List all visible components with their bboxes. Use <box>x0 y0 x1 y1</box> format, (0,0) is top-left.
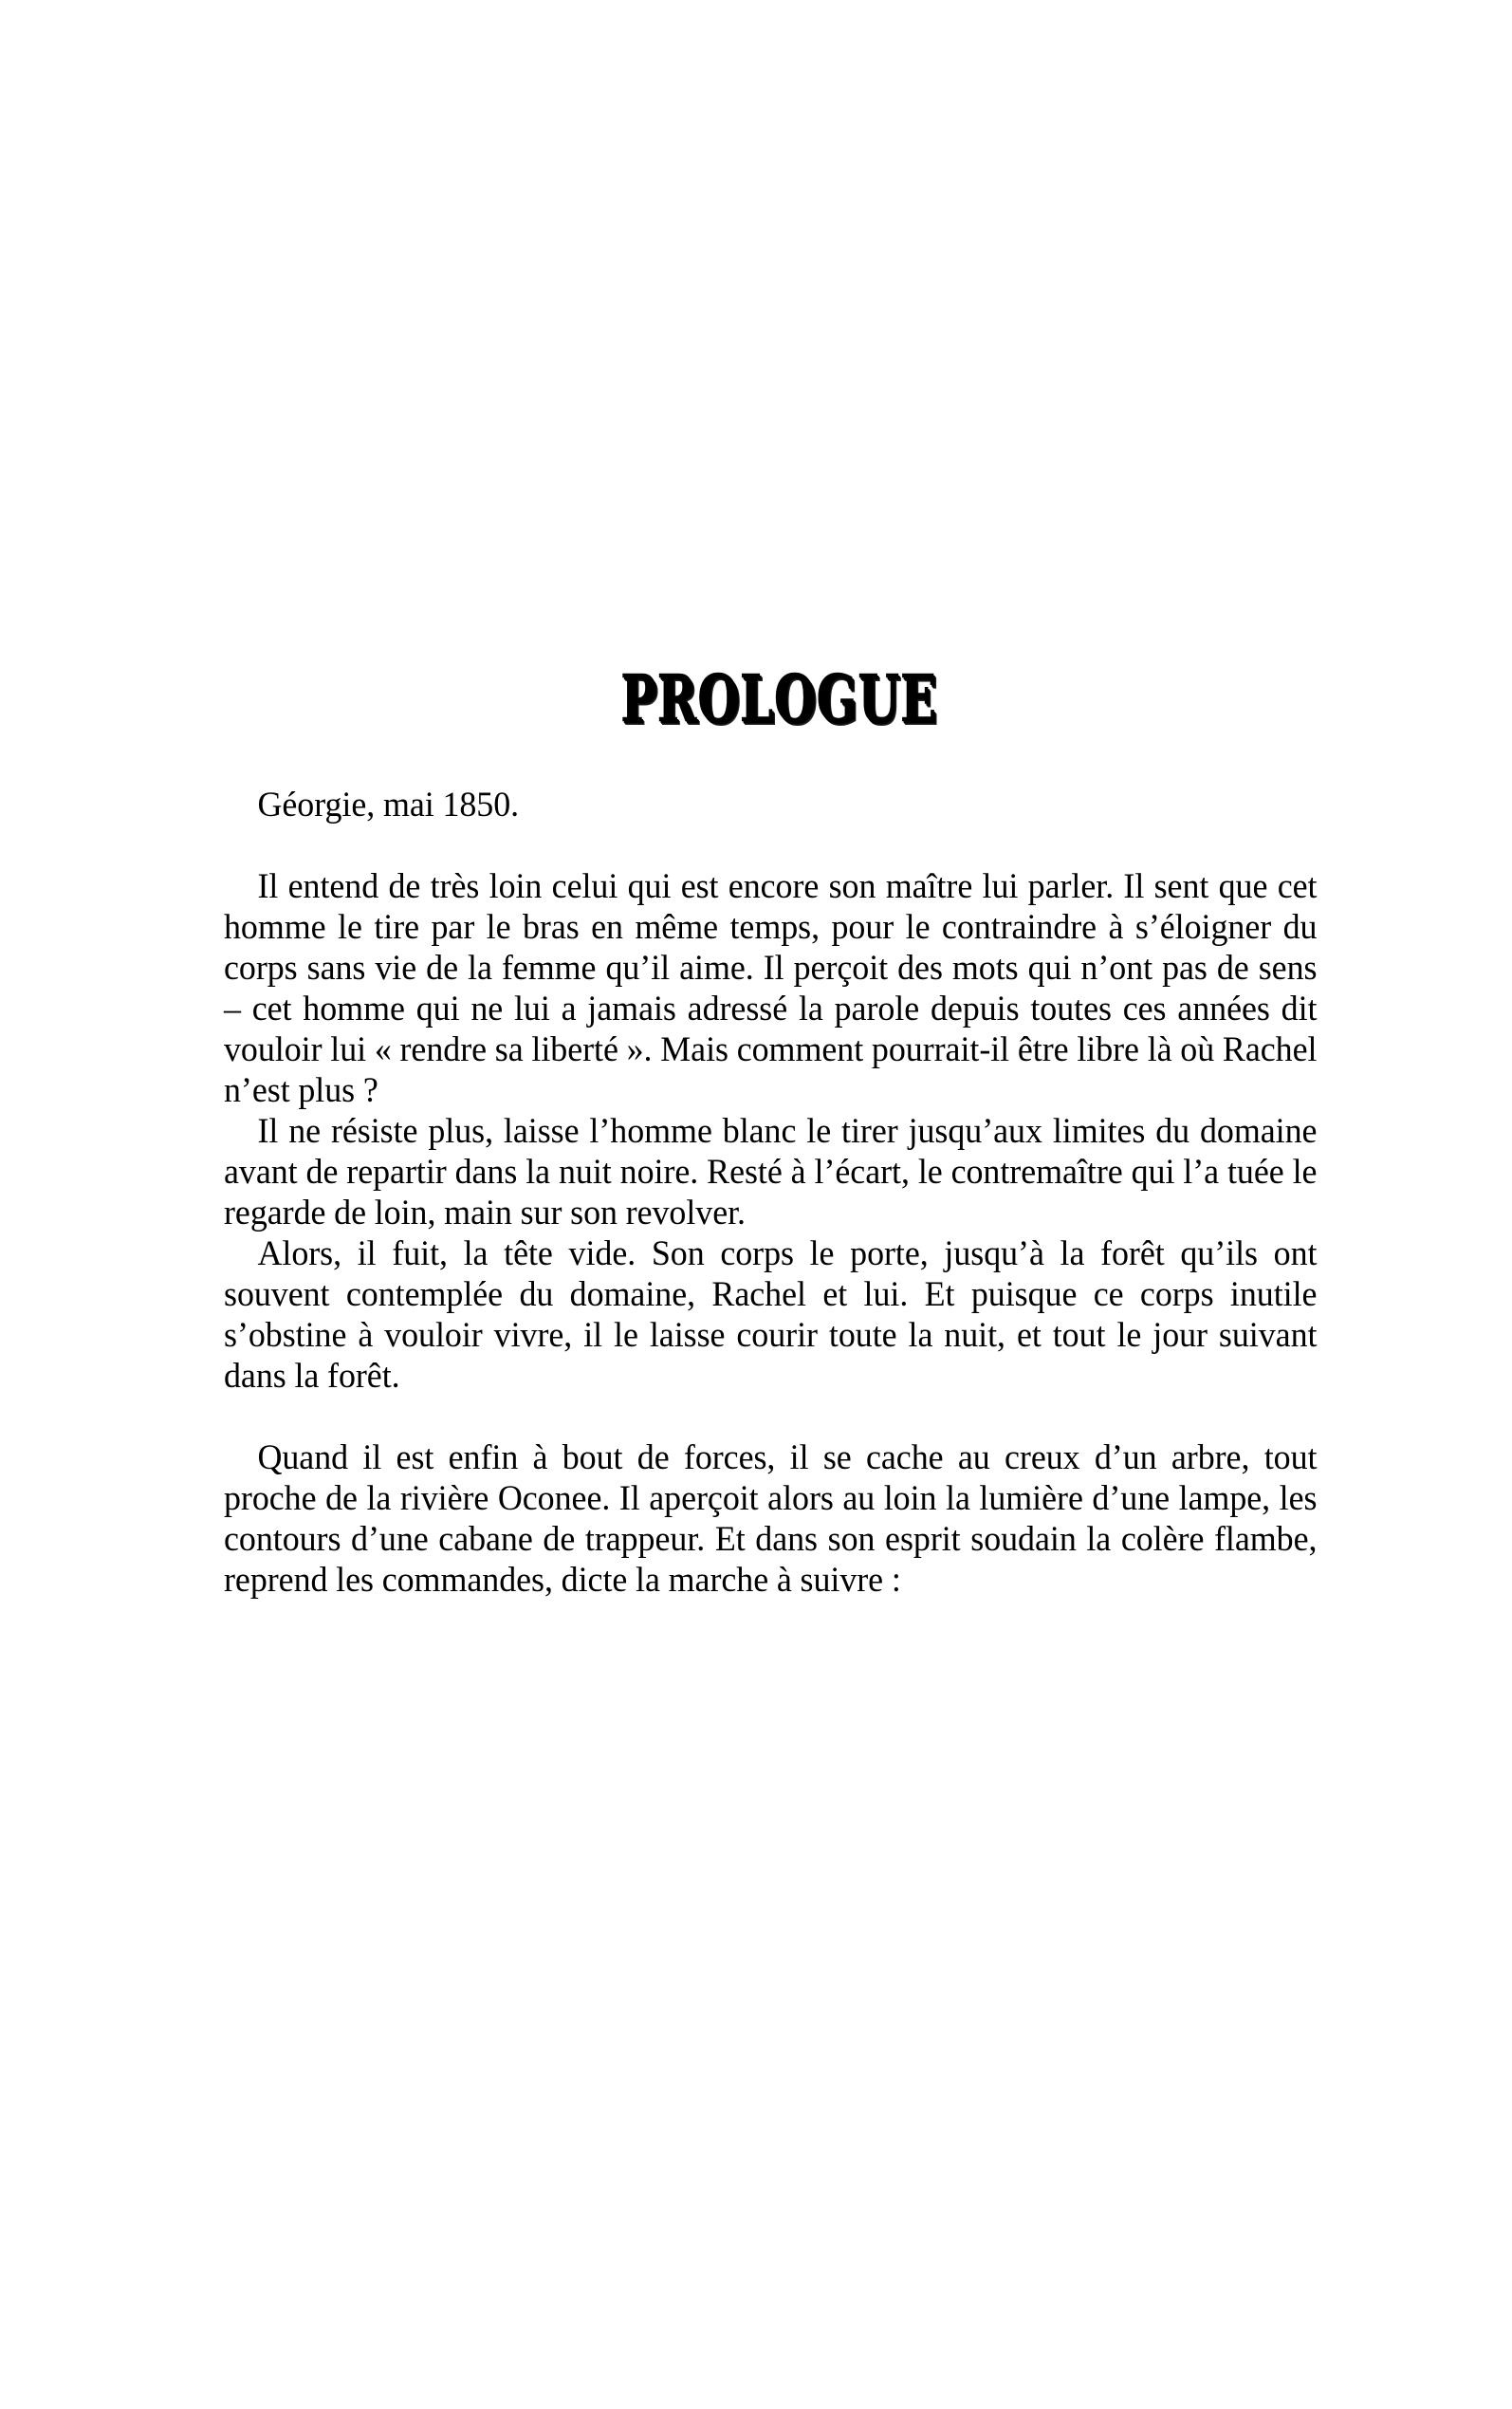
paragraph-2: Il ne résiste plus, laisse l’homme blanc le tirer jusqu’aux limites du domaine avant de repartir dans la nuit noire. Resté à l’écart, le contremaître qui l’a tuée le regarde de loin, main sur son revolver. <box>224 1111 1318 1232</box>
chapter-title: PROLOGUE <box>620 660 937 737</box>
dateline: Géorgie, mai 1850. <box>257 785 520 824</box>
paragraph-4: Quand il est enfin à bout de forces, il se cache au creux d’un arbre, tout proche de la rivière Oconee. Il aperçoit alors au loin la lumière d’une lampe, les contours d’une cabane de trappeur. Et dans son esprit soudain la colère flambe, reprend les commandes, dicte la marche à suivre : <box>224 1437 1318 1599</box>
body-text-block <box>224 784 1317 1600</box>
paragraph-3: Alors, il fuit, la tête vide. Son corps le porte, jusqu’à la forêt qu’ils ont souvent contemplée du domaine, Rachel et lui. Et puisque ce corps inutile s’obstine à vouloir vivre, il le laisse courir toute la nuit, et tout le jour suivant dans la forêt. <box>224 1233 1318 1395</box>
paragraph-1: Il entend de très loin celui qui est encore son maître lui parler. Il sent que cet homme le tire par le bras en même temps, pour le contraindre à s’éloigner du corps sans vie de la femme qu’il aime. Il perçoit des mots qui n’ont pas de sens – cet homme qui ne lui a jamais adressé la parole depuis toutes ces années dit vouloir lui « rendre sa liberté ». Mais comment pourrait-il être libre là où Rachel n’est plus ? <box>224 866 1318 1109</box>
